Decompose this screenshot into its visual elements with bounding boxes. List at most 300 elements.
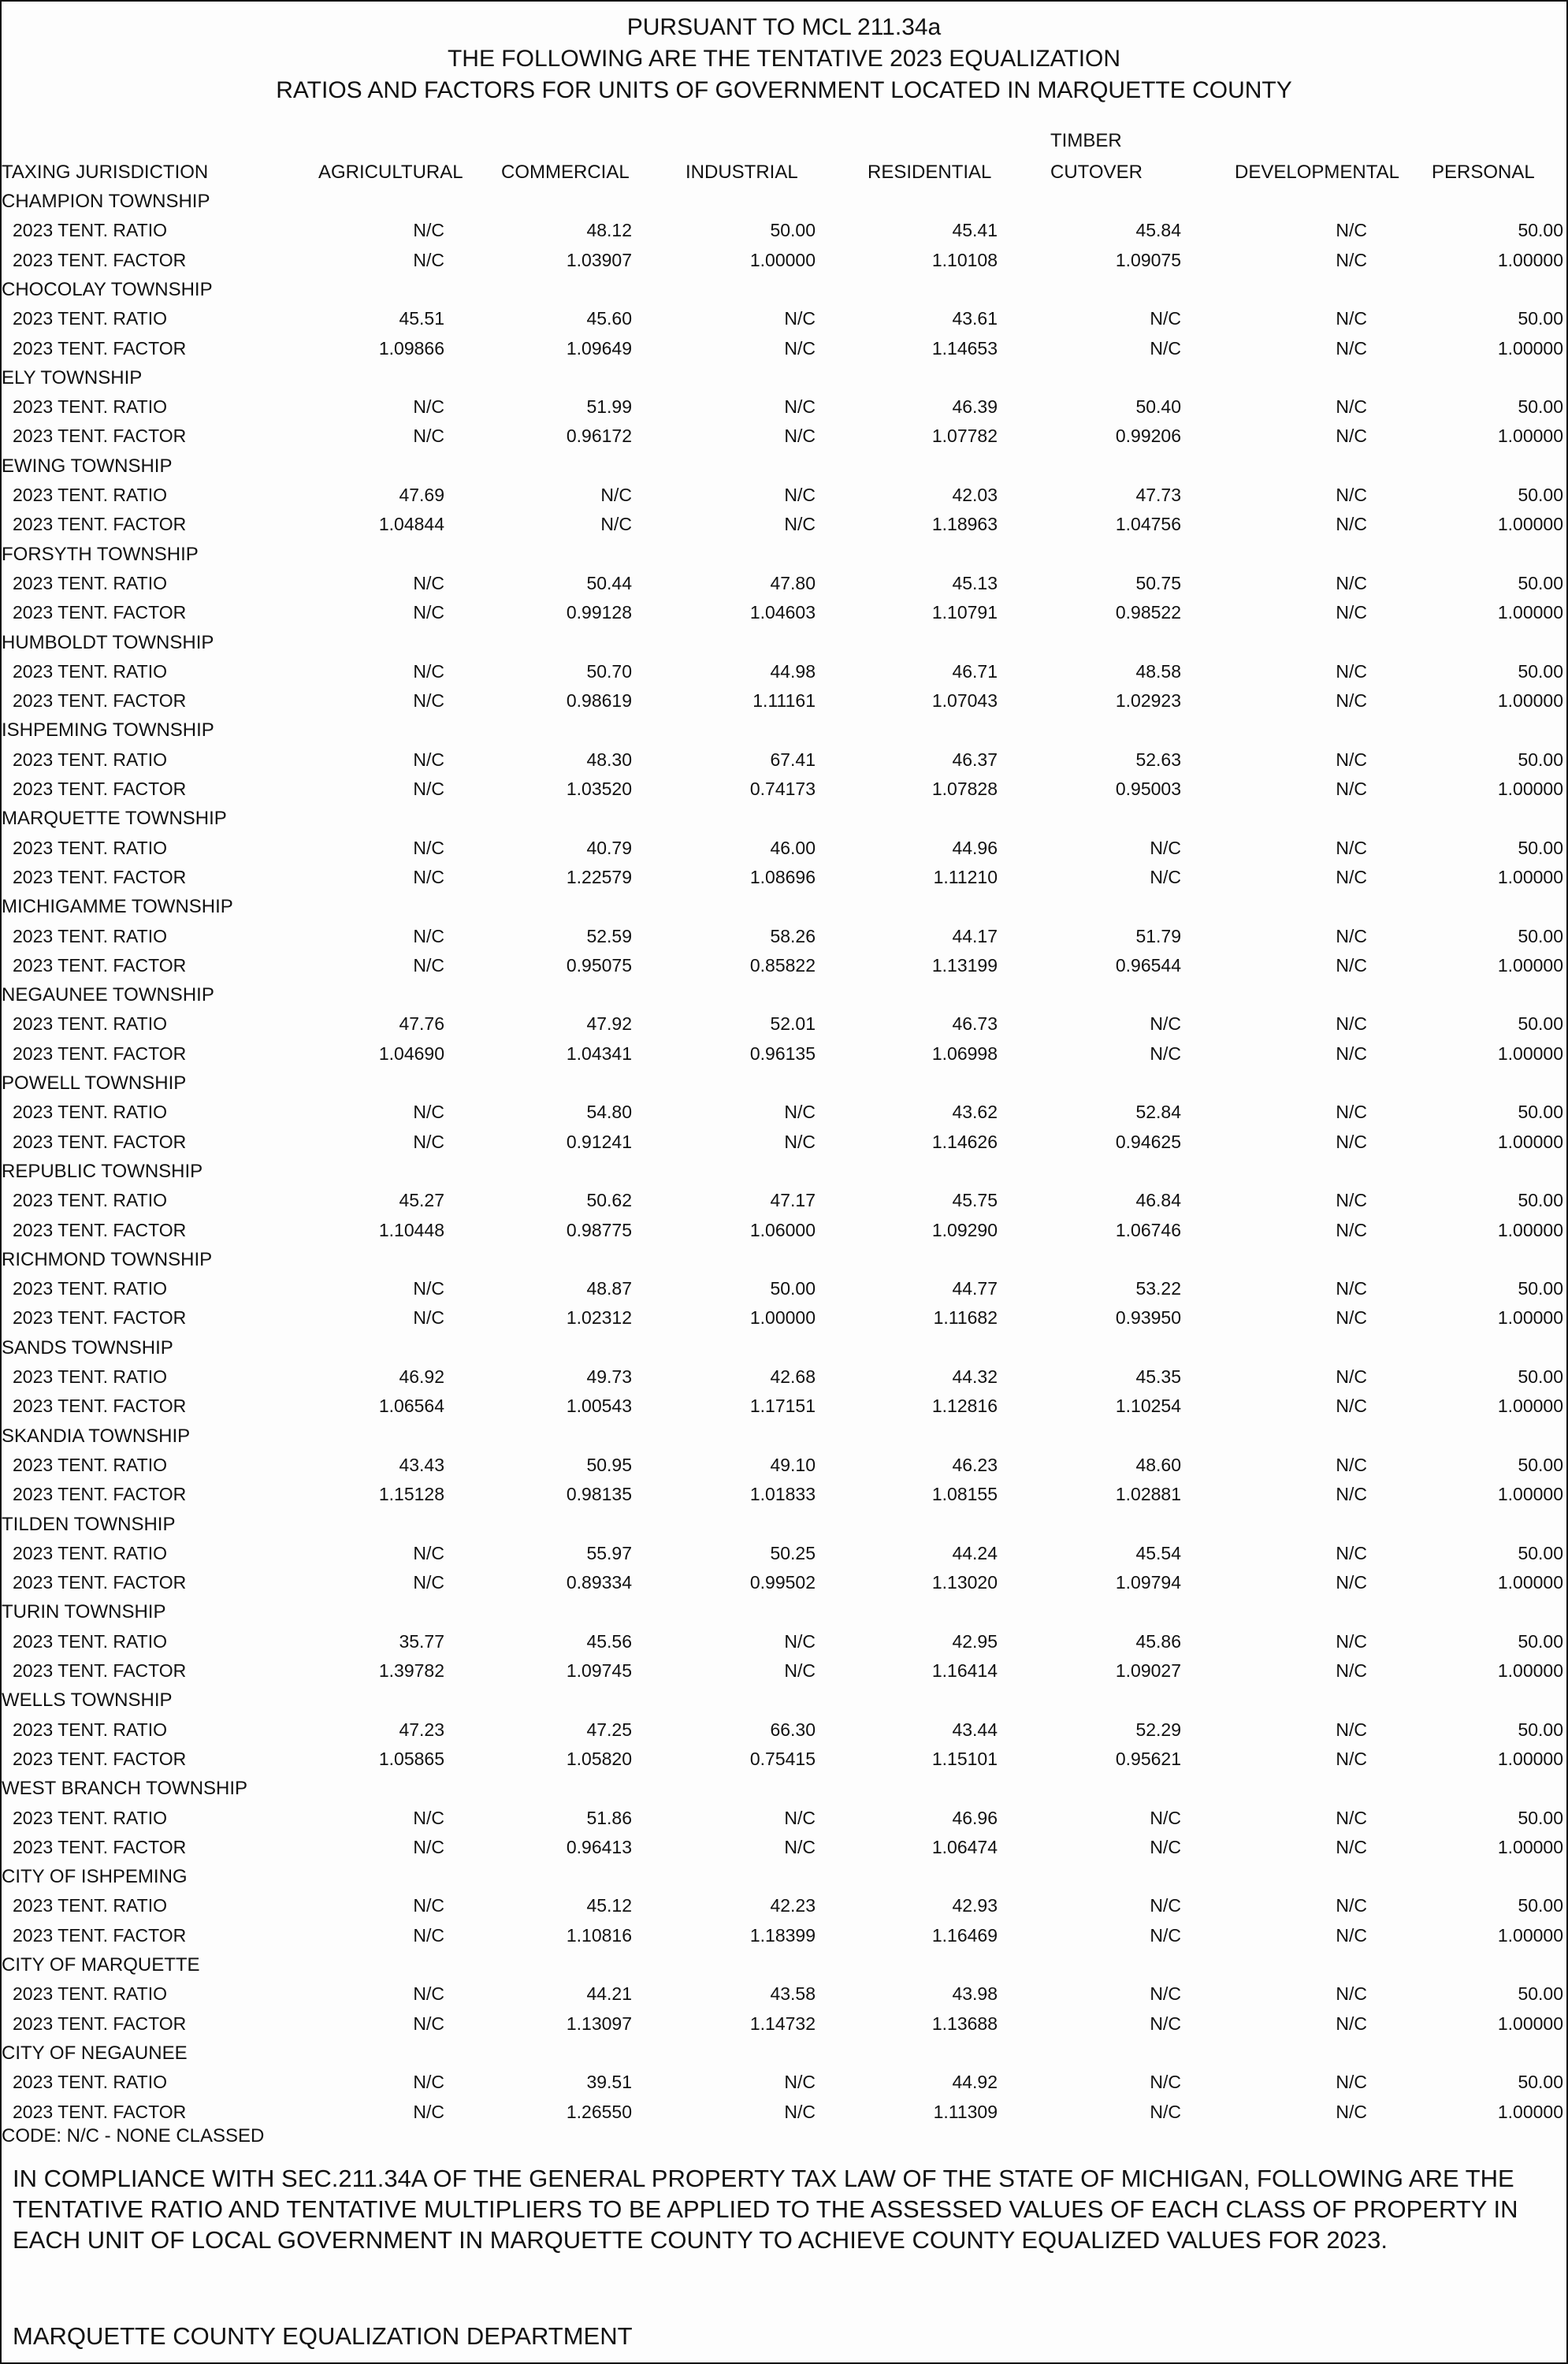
cell-industrial: 67.41 [770, 749, 816, 770]
cell-residential: 1.07043 [931, 690, 998, 712]
cell-personal: 1.00000 [1497, 2101, 1563, 2122]
cell-industrial: 66.30 [770, 1719, 816, 1740]
cell-developmental: N/C [1336, 249, 1367, 270]
row-label: 2023 TENT. FACTOR [13, 426, 187, 447]
cell-agricultural: N/C [413, 1807, 444, 1828]
cell-commercial: 55.97 [586, 1542, 632, 1563]
cell-residential: 46.71 [952, 660, 998, 682]
jurisdiction-name: POWELL TOWNSHIP [2, 1072, 187, 1094]
jurisdiction-name: WEST BRANCH TOWNSHIP [2, 1778, 248, 1800]
cell-timber-cutover: 1.09027 [1115, 1660, 1181, 1681]
cell-personal: 50.00 [1518, 1454, 1563, 1475]
row-label: 2023 TENT. FACTOR [13, 690, 187, 712]
cell-personal: 50.00 [1518, 1807, 1563, 1828]
cell-agricultural: 35.77 [399, 1630, 444, 1652]
cell-commercial: 1.03520 [566, 779, 632, 799]
jurisdiction-name: CITY OF MARQUETTE [2, 1954, 200, 1976]
row-label: 2023 TENT. RATIO [13, 396, 167, 418]
cell-personal: 1.00000 [1497, 1660, 1563, 1681]
jurisdiction-name: CHAMPION TOWNSHIP [2, 191, 210, 212]
cell-commercial: 1.09745 [566, 1660, 632, 1681]
cell-timber-cutover: 0.99206 [1115, 426, 1181, 447]
cell-developmental: N/C [1336, 866, 1367, 887]
cell-residential: 44.17 [952, 925, 998, 946]
cell-agricultural: N/C [413, 1278, 444, 1299]
cell-timber-cutover: 50.40 [1135, 396, 1181, 418]
cell-residential: 1.11309 [933, 2101, 998, 2122]
cell-developmental: N/C [1336, 1484, 1367, 1505]
cell-developmental: N/C [1336, 1131, 1367, 1152]
cell-commercial: 1.04341 [566, 1043, 632, 1064]
cell-personal: 1.00000 [1497, 1748, 1563, 1769]
cell-commercial: 0.91241 [566, 1131, 632, 1152]
cell-agricultural: N/C [413, 660, 444, 682]
cell-timber-cutover: N/C [1150, 1013, 1181, 1035]
cell-industrial: N/C [784, 485, 816, 505]
cell-agricultural: N/C [413, 249, 444, 270]
col-header-cutover: CUTOVER [1050, 162, 1143, 183]
cell-personal: 50.00 [1518, 2072, 1563, 2093]
cell-industrial: 0.74173 [749, 779, 816, 799]
header-title: THE FOLLOWING ARE THE TENTATIVE 2023 EQUALIZATION [447, 46, 1121, 72]
row-label: 2023 TENT. FACTOR [13, 337, 187, 359]
row-label: 2023 TENT. FACTOR [13, 1043, 187, 1064]
row-label: 2023 TENT. RATIO [13, 1983, 167, 2005]
cell-commercial: 44.21 [586, 1983, 632, 2005]
cell-industrial: N/C [784, 1630, 816, 1652]
cell-timber-cutover: 52.63 [1135, 749, 1181, 770]
cell-agricultural: N/C [413, 1836, 444, 1857]
cell-developmental: N/C [1336, 660, 1367, 682]
cell-commercial: 0.98775 [566, 1219, 632, 1240]
row-label: 2023 TENT. RATIO [13, 1807, 167, 1828]
jurisdiction-name: MARQUETTE TOWNSHIP [2, 808, 227, 830]
cell-agricultural: N/C [413, 925, 444, 946]
cell-personal: 1.00000 [1497, 1043, 1563, 1064]
cell-personal: 50.00 [1518, 749, 1563, 770]
cell-commercial: 39.51 [586, 2072, 632, 2093]
cell-industrial: 50.25 [770, 1542, 816, 1563]
cell-residential: 1.07828 [931, 779, 998, 799]
cell-timber-cutover: 0.94625 [1115, 1131, 1181, 1152]
row-label: 2023 TENT. FACTOR [13, 249, 187, 270]
cell-personal: 50.00 [1518, 837, 1563, 858]
row-label: 2023 TENT. FACTOR [13, 1836, 187, 1857]
cell-residential: 46.73 [952, 1013, 998, 1035]
row-label: 2023 TENT. RATIO [13, 1013, 167, 1035]
row-label: 2023 TENT. FACTOR [13, 1748, 187, 1769]
cell-timber-cutover: 1.09075 [1115, 249, 1181, 270]
cell-residential: 43.62 [952, 1102, 998, 1123]
cell-timber-cutover: 0.96544 [1115, 954, 1181, 976]
cell-timber-cutover: 48.58 [1135, 660, 1181, 682]
cell-developmental: N/C [1336, 220, 1367, 241]
cell-developmental: N/C [1336, 308, 1367, 329]
cell-timber-cutover: 1.04756 [1115, 514, 1181, 535]
cell-timber-cutover: 1.10254 [1115, 1396, 1181, 1417]
cell-personal: 50.00 [1518, 1630, 1563, 1652]
jurisdiction-name: RICHMOND TOWNSHIP [2, 1248, 213, 1270]
row-label: 2023 TENT. RATIO [13, 1719, 167, 1740]
row-label: 2023 TENT. FACTOR [13, 1131, 187, 1152]
cell-residential: 44.24 [952, 1542, 998, 1563]
jurisdiction-name: CITY OF NEGAUNEE [2, 2042, 188, 2064]
row-label: 2023 TENT. FACTOR [13, 2101, 187, 2122]
jurisdiction-name: SANDS TOWNSHIP [2, 1336, 173, 1359]
jurisdiction-name: HUMBOLDT TOWNSHIP [2, 631, 214, 653]
row-label: 2023 TENT. RATIO [13, 485, 167, 505]
row-label: 2023 TENT. FACTOR [13, 1484, 187, 1505]
cell-residential: 1.16469 [931, 1924, 998, 1946]
cell-timber-cutover: N/C [1150, 1895, 1181, 1916]
cell-timber-cutover: 1.02923 [1115, 690, 1181, 712]
cell-timber-cutover: 1.06746 [1115, 1219, 1181, 1240]
cell-agricultural: N/C [413, 1542, 444, 1563]
row-label: 2023 TENT. RATIO [13, 1190, 167, 1211]
cell-personal: 50.00 [1518, 1719, 1563, 1740]
row-label: 2023 TENT. FACTOR [13, 1572, 187, 1593]
cell-industrial: 43.58 [770, 1983, 816, 2005]
cell-residential: 44.32 [952, 1366, 998, 1387]
cell-agricultural: 46.92 [399, 1366, 444, 1387]
row-label: 2023 TENT. FACTOR [13, 2013, 187, 2034]
row-label: 2023 TENT. RATIO [13, 1542, 167, 1563]
row-label: 2023 TENT. RATIO [13, 220, 167, 241]
jurisdiction-name: ISHPEMING TOWNSHIP [2, 719, 214, 742]
cell-residential: 1.07782 [931, 426, 998, 447]
cell-developmental: N/C [1336, 779, 1367, 799]
jurisdiction-name: SKANDIA TOWNSHIP [2, 1425, 191, 1447]
col-header-developmental: DEVELOPMENTAL [1235, 162, 1399, 183]
cell-timber-cutover: N/C [1150, 2101, 1181, 2122]
cell-agricultural: 1.05865 [378, 1748, 444, 1769]
cell-residential: 42.95 [952, 1630, 998, 1652]
cell-agricultural: N/C [413, 749, 444, 770]
cell-timber-cutover: 45.35 [1135, 1366, 1181, 1387]
cell-personal: 1.00000 [1497, 1836, 1563, 1857]
jurisdiction-name: TILDEN TOWNSHIP [2, 1513, 176, 1535]
cell-residential: 1.12816 [931, 1396, 998, 1417]
cell-residential: 1.08155 [931, 1484, 998, 1505]
cell-industrial: 1.04603 [749, 602, 816, 623]
cell-industrial: 1.00000 [749, 1307, 816, 1329]
cell-commercial: 0.95075 [566, 954, 632, 976]
cell-agricultural: N/C [413, 1895, 444, 1916]
cell-residential: 43.44 [952, 1719, 998, 1740]
jurisdiction-name: FORSYTH TOWNSHIP [2, 543, 199, 565]
cell-personal: 50.00 [1518, 660, 1563, 682]
cell-agricultural: N/C [413, 1131, 444, 1152]
cell-commercial: 51.99 [586, 396, 632, 418]
cell-developmental: N/C [1336, 2013, 1367, 2034]
cell-residential: 1.14626 [931, 1131, 998, 1152]
row-label: 2023 TENT. RATIO [13, 1102, 167, 1123]
cell-personal: 1.00000 [1497, 1219, 1563, 1240]
cell-timber-cutover: 51.79 [1135, 925, 1181, 946]
cell-commercial: 45.56 [586, 1630, 632, 1652]
jurisdiction-name: REPUBLIC TOWNSHIP [2, 1160, 203, 1182]
cell-agricultural: N/C [413, 426, 444, 447]
cell-timber-cutover: N/C [1150, 1983, 1181, 2005]
cell-residential: 46.96 [952, 1807, 998, 1828]
col-header-residential: RESIDENTIAL [868, 162, 992, 183]
cell-industrial: 1.17151 [749, 1396, 816, 1417]
cell-timber-cutover: N/C [1150, 1807, 1181, 1828]
row-label: 2023 TENT. RATIO [13, 2072, 167, 2093]
row-label: 2023 TENT. RATIO [13, 749, 167, 770]
cell-commercial: 50.44 [586, 572, 632, 593]
cell-residential: 44.77 [952, 1278, 998, 1299]
cell-industrial: N/C [784, 1102, 816, 1123]
cell-industrial: N/C [784, 308, 816, 329]
cell-timber-cutover: N/C [1150, 1043, 1181, 1064]
cell-agricultural: N/C [413, 1102, 444, 1123]
cell-commercial: 1.09649 [566, 337, 632, 359]
col-header-industrial: INDUSTRIAL [686, 162, 798, 183]
cell-residential: 43.61 [952, 308, 998, 329]
cell-developmental: N/C [1336, 1013, 1367, 1035]
cell-personal: 1.00000 [1497, 1131, 1563, 1152]
cell-personal: 1.00000 [1497, 426, 1563, 447]
cell-developmental: N/C [1336, 1660, 1367, 1681]
jurisdiction-name: CHOCOLAY TOWNSHIP [2, 278, 213, 300]
cell-developmental: N/C [1336, 954, 1367, 976]
cell-developmental: N/C [1336, 1983, 1367, 2005]
cell-industrial: 52.01 [770, 1013, 816, 1035]
cell-industrial: 42.68 [770, 1366, 816, 1387]
cell-timber-cutover: 0.93950 [1115, 1307, 1181, 1329]
cell-commercial: 0.96413 [566, 1836, 632, 1857]
cell-industrial: 50.00 [770, 1278, 816, 1299]
cell-timber-cutover: 0.98522 [1115, 602, 1181, 623]
cell-personal: 50.00 [1518, 220, 1563, 241]
cell-residential: 1.15101 [931, 1748, 998, 1769]
cell-developmental: N/C [1336, 1719, 1367, 1740]
cell-agricultural: 1.04690 [378, 1043, 444, 1064]
cell-developmental: N/C [1336, 396, 1367, 418]
cell-industrial: 1.08696 [749, 866, 816, 887]
cell-personal: 50.00 [1518, 1102, 1563, 1123]
cell-personal: 50.00 [1518, 1013, 1563, 1035]
cell-timber-cutover: N/C [1150, 2013, 1181, 2034]
col-header-agricultural: AGRICULTURAL [318, 162, 463, 183]
cell-developmental: N/C [1336, 1924, 1367, 1946]
cell-commercial: 50.70 [586, 660, 632, 682]
cell-residential: 1.16414 [931, 1660, 998, 1681]
cell-agricultural: N/C [413, 2013, 444, 2034]
cell-industrial: 0.96135 [749, 1043, 816, 1064]
header-subtitle: RATIOS AND FACTORS FOR UNITS OF GOVERNMENT LOCATED IN MARQUETTE COUNTY [276, 77, 1292, 103]
row-label: 2023 TENT. FACTOR [13, 1307, 187, 1329]
cell-residential: 1.09290 [931, 1219, 998, 1240]
cell-developmental: N/C [1336, 514, 1367, 535]
cell-industrial: 1.11161 [752, 690, 816, 712]
cell-agricultural: N/C [413, 779, 444, 799]
cell-residential: 1.18963 [931, 514, 998, 535]
cell-developmental: N/C [1336, 925, 1367, 946]
cell-residential: 1.06998 [931, 1043, 998, 1064]
col-header-jurisdiction: TAXING JURISDICTION [2, 162, 209, 183]
cell-developmental: N/C [1336, 1454, 1367, 1475]
cell-personal: 1.00000 [1497, 249, 1563, 270]
cell-residential: 45.75 [952, 1190, 998, 1211]
cell-personal: 1.00000 [1497, 1572, 1563, 1593]
cell-agricultural: N/C [413, 1983, 444, 2005]
cell-residential: 46.23 [952, 1454, 998, 1475]
cell-residential: 46.39 [952, 396, 998, 418]
row-label: 2023 TENT. RATIO [13, 837, 167, 858]
cell-residential: 45.13 [952, 572, 998, 593]
row-label: 2023 TENT. FACTOR [13, 1924, 187, 1946]
cell-agricultural: N/C [413, 2101, 444, 2122]
cell-personal: 1.00000 [1497, 1924, 1563, 1946]
row-label: 2023 TENT. RATIO [13, 925, 167, 946]
cell-industrial: 46.00 [770, 837, 816, 858]
row-label: 2023 TENT. RATIO [13, 308, 167, 329]
cell-timber-cutover: N/C [1150, 1924, 1181, 1946]
cell-agricultural: 1.10448 [378, 1219, 444, 1240]
cell-industrial: 1.18399 [749, 1924, 816, 1946]
cell-commercial: 50.62 [586, 1190, 632, 1211]
cell-developmental: N/C [1336, 1396, 1367, 1417]
cell-commercial: 1.03907 [566, 249, 632, 270]
cell-developmental: N/C [1336, 1748, 1367, 1769]
cell-industrial: 1.06000 [749, 1219, 816, 1240]
cell-agricultural: N/C [413, 1572, 444, 1593]
cell-commercial: 0.96172 [566, 426, 632, 447]
row-label: 2023 TENT. FACTOR [13, 1396, 187, 1417]
cell-agricultural: 1.09866 [378, 337, 444, 359]
cell-developmental: N/C [1336, 1278, 1367, 1299]
cell-commercial: 1.26550 [566, 2101, 632, 2122]
cell-industrial: 0.85822 [749, 954, 816, 976]
cell-agricultural: 43.43 [399, 1454, 444, 1475]
cell-agricultural: 45.27 [399, 1190, 444, 1211]
cell-agricultural: 1.39782 [378, 1660, 444, 1681]
cell-developmental: N/C [1336, 1807, 1367, 1828]
row-label: 2023 TENT. RATIO [13, 1630, 167, 1652]
cell-personal: 50.00 [1518, 1895, 1563, 1916]
cell-industrial: 47.80 [770, 572, 816, 593]
cell-residential: 44.96 [952, 837, 998, 858]
cell-residential: 1.13020 [931, 1572, 998, 1593]
cell-agricultural: N/C [413, 837, 444, 858]
cell-personal: 50.00 [1518, 1983, 1563, 2005]
cell-agricultural: N/C [413, 690, 444, 712]
cell-developmental: N/C [1336, 1307, 1367, 1329]
cell-personal: 50.00 [1518, 572, 1563, 593]
row-label: 2023 TENT. FACTOR [13, 866, 187, 887]
cell-residential: 1.11210 [933, 866, 998, 887]
cell-developmental: N/C [1336, 1630, 1367, 1652]
cell-agricultural: N/C [413, 220, 444, 241]
cell-agricultural: 1.04844 [378, 514, 444, 535]
cell-residential: 46.37 [952, 749, 998, 770]
cell-residential: 1.13688 [931, 2013, 998, 2034]
cell-commercial: 1.22579 [566, 866, 632, 887]
row-label: 2023 TENT. RATIO [13, 1895, 167, 1916]
cell-industrial: 47.17 [770, 1190, 816, 1211]
cell-residential: 1.13199 [931, 954, 998, 976]
cell-industrial: 49.10 [770, 1454, 816, 1475]
cell-commercial: 48.30 [586, 749, 632, 770]
cell-personal: 1.00000 [1497, 337, 1563, 359]
cell-timber-cutover: 46.84 [1135, 1190, 1181, 1211]
cell-industrial: 1.00000 [749, 249, 816, 270]
jurisdiction-name: TURIN TOWNSHIP [2, 1601, 166, 1623]
cell-industrial: 42.23 [770, 1895, 816, 1916]
col-header-timber: TIMBER [1050, 130, 1122, 151]
jurisdiction-name: CITY OF ISHPEMING [2, 1866, 188, 1888]
cell-commercial: 48.12 [586, 220, 632, 241]
cell-developmental: N/C [1336, 1895, 1367, 1916]
cell-industrial: N/C [784, 426, 816, 447]
department-signature: MARQUETTE COUNTY EQUALIZATION DEPARTMENT [13, 2322, 633, 2350]
col-header-commercial: COMMERCIAL [501, 162, 630, 183]
cell-industrial: 1.01833 [749, 1484, 816, 1505]
cell-residential: 42.93 [952, 1895, 998, 1916]
header-statute: PURSUANT TO MCL 211.34a [626, 14, 942, 40]
cell-developmental: N/C [1336, 602, 1367, 623]
cell-personal: 1.00000 [1497, 1307, 1563, 1329]
cell-developmental: N/C [1336, 1219, 1367, 1240]
cell-commercial: N/C [600, 485, 632, 505]
row-label: 2023 TENT. FACTOR [13, 602, 187, 623]
cell-agricultural: 47.76 [399, 1013, 444, 1035]
cell-industrial: N/C [784, 1836, 816, 1857]
row-label: 2023 TENT. FACTOR [13, 1660, 187, 1681]
cell-developmental: N/C [1336, 426, 1367, 447]
cell-personal: 50.00 [1518, 1190, 1563, 1211]
cell-personal: 1.00000 [1497, 1396, 1563, 1417]
cell-residential: 44.92 [952, 2072, 998, 2093]
cell-agricultural: N/C [413, 954, 444, 976]
cell-commercial: 40.79 [586, 837, 632, 858]
cell-personal: 50.00 [1518, 1366, 1563, 1387]
cell-personal: 1.00000 [1497, 602, 1563, 623]
cell-commercial: 1.00543 [566, 1396, 632, 1417]
row-label: 2023 TENT. FACTOR [13, 1219, 187, 1240]
cell-timber-cutover: N/C [1150, 337, 1181, 359]
cell-personal: 1.00000 [1497, 954, 1563, 976]
cell-developmental: N/C [1336, 572, 1367, 593]
row-label: 2023 TENT. FACTOR [13, 514, 187, 535]
cell-personal: 1.00000 [1497, 690, 1563, 712]
code-note: CODE: N/C - NONE CLASSED [2, 2125, 265, 2147]
cell-industrial: N/C [784, 2101, 816, 2122]
cell-timber-cutover: 45.84 [1135, 220, 1181, 241]
row-label: 2023 TENT. FACTOR [13, 779, 187, 799]
cell-agricultural: 1.15128 [378, 1484, 444, 1505]
cell-industrial: N/C [784, 1660, 816, 1681]
cell-industrial: N/C [784, 396, 816, 418]
cell-developmental: N/C [1336, 485, 1367, 505]
cell-timber-cutover: 1.02881 [1115, 1484, 1181, 1505]
jurisdiction-name: EWING TOWNSHIP [2, 455, 173, 477]
cell-residential: 1.11682 [933, 1307, 998, 1329]
cell-residential: 42.03 [952, 485, 998, 505]
cell-industrial: 58.26 [770, 925, 816, 946]
cell-agricultural: N/C [413, 1924, 444, 1946]
row-label: 2023 TENT. RATIO [13, 1278, 167, 1299]
cell-timber-cutover: N/C [1150, 308, 1181, 329]
cell-timber-cutover: 1.09794 [1115, 1572, 1181, 1593]
jurisdiction-name: MICHIGAMME TOWNSHIP [2, 896, 233, 918]
cell-personal: 50.00 [1518, 485, 1563, 505]
cell-developmental: N/C [1336, 1102, 1367, 1123]
row-label: 2023 TENT. RATIO [13, 1366, 167, 1387]
cell-personal: 1.00000 [1497, 514, 1563, 535]
